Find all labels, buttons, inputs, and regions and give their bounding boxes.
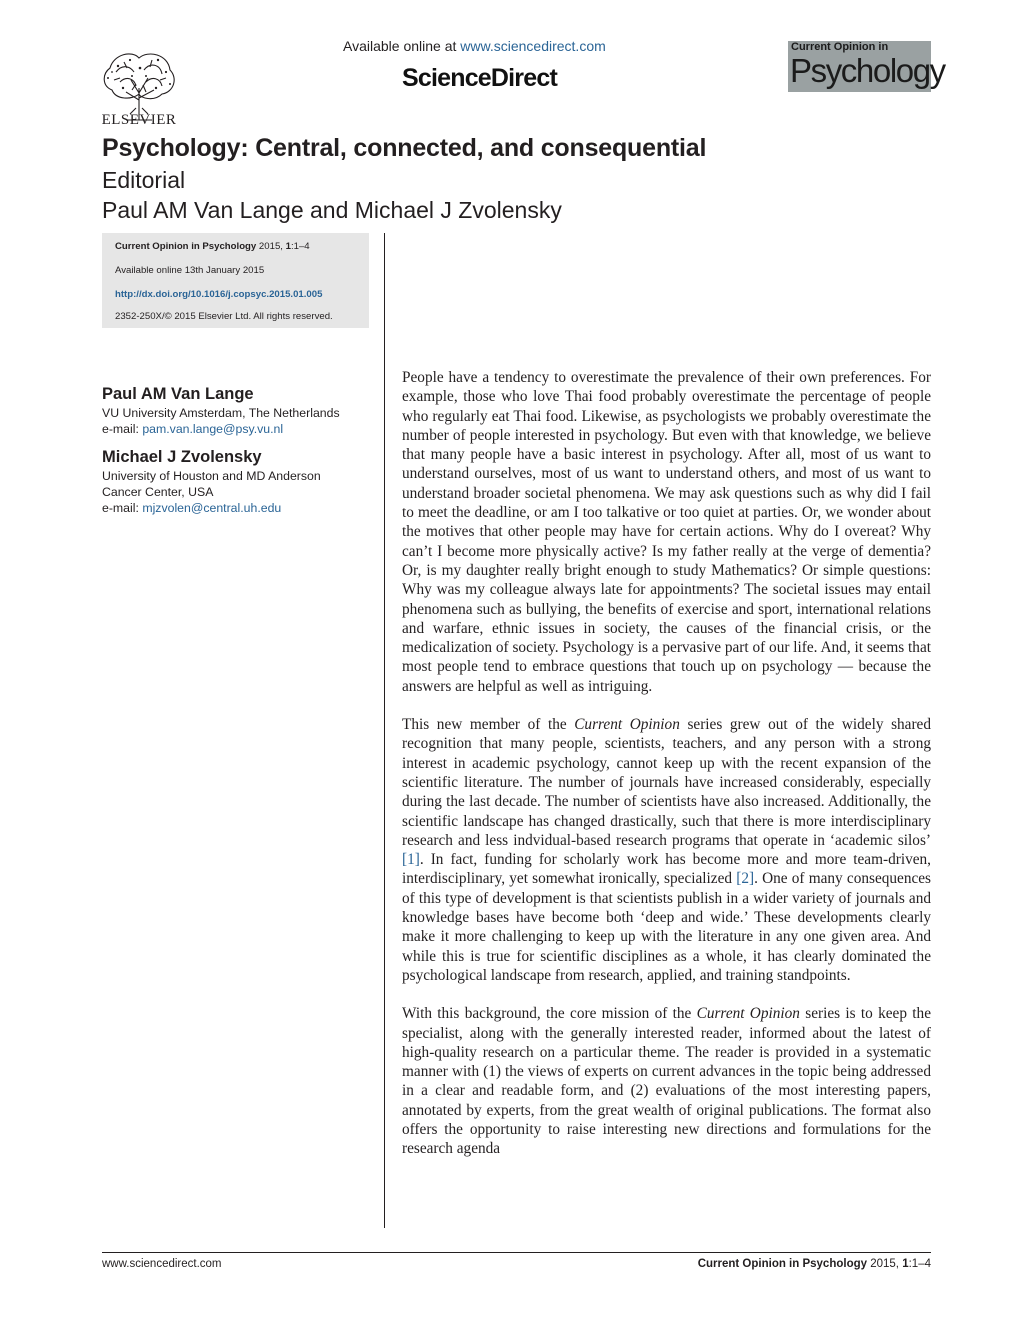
email-link[interactable]: pam.van.lange@psy.vu.nl: [142, 422, 284, 436]
column-divider: [384, 233, 385, 1228]
journal-name: Current Opinion in Psychology: [115, 241, 257, 252]
email-link[interactable]: mjzvolen@central.uh.edu: [142, 501, 282, 515]
text-run: This new member of the: [402, 716, 575, 734]
sciencedirect-link[interactable]: www.sciencedirect.com: [460, 38, 606, 54]
footer-citation: [698, 1258, 931, 1270]
reference-link[interactable]: [2]: [736, 870, 755, 888]
reference-link[interactable]: [1]: [402, 851, 420, 869]
article-body: [402, 368, 931, 1178]
available-prefix: Available online at: [343, 38, 457, 54]
footer-site[interactable]: www.sciencedirect.com: [102, 1258, 222, 1270]
email-line: [102, 421, 372, 437]
footer-year: 2015,: [867, 1258, 903, 1270]
journal-pages: :1–4: [290, 241, 310, 252]
copyright-line: 2352-250X/© 2015 Elsevier Ltd. All rights reserved.: [115, 311, 333, 322]
journal-volume: 1: [285, 241, 291, 252]
text-run: . In fact, funding for scholarly work has become more and more team-driven, interdisciplinary, yet somewhat ironically, specialized: [402, 851, 931, 888]
author-affiliation: [102, 447, 372, 516]
footer-rule: [102, 1252, 931, 1253]
italic-run: Current Opinion: [696, 1005, 800, 1023]
journal-citation: [115, 241, 310, 252]
email-line: [102, 500, 372, 516]
article-info-box: [102, 233, 369, 328]
journal-badge-small: Current Opinion in: [791, 41, 889, 53]
email-label: e-mail:: [102, 422, 143, 436]
doi-link[interactable]: http://dx.doi.org/10.1016/j.copsyc.2015.01.005: [115, 289, 323, 300]
text-run: With this background, the core mission of the: [402, 1005, 697, 1023]
journal-year: 2015,: [256, 241, 286, 252]
body-paragraph: People have a tendency to overestimate the prevalence of their own preferences. For example, those who love Thai food probably overestimate the percentage of people who regularly eat Thai food. Likewise, as psychologists we probably overestimate the number of people interested in psychology. But even with that knowledge, we believe that many people have a basic interest in psychology. After all, most of us want to understand ourselves, most of us want to understand others, and most of us want to understand broader societal phenomena. We may ask questions such as why did I fail to meet the deadline, or am I too talkative or too quiet at parties. Or, we wonder about the motives that other people may have for certain actions. Why do I overeat? Why can’t I become more physically active? Is my father really at the verge of dementia? Or, is my daughter really bright enough to study Mathematics? Or simple questions: Why was my colleague always late for appointments? The societal issues may entail phenomena such as bullying, the benefits of exercise and sport, international relations and warfare, ethnic issues in society, the causes of the financial crisis, or the medicalization of society. Psychology is a pervasive part of our life. And, it seems that most people tend to embrace questions that touch up on psychology — because the answers are helpful as well as intriguing.: [402, 369, 931, 695]
author-affiliation: [102, 384, 372, 437]
text-run: series grew out of the widely shared recognition that many people, scientists, teachers, and any person with a strong interest in academic psychology, cannot keep up with the recent expansion of the scientific literature. The number of journals have increased considerably, especially during the last decade. The number of scientists have also increased. Additionally, the scientific landscape has changed drastically, such that there is more interdisciplinary research and less indvidual-based research programs that operate in ‘academic silos’: [402, 716, 931, 849]
affiliation-line: University of Houston and MD Anderson: [102, 469, 321, 483]
journal-badge-big: Psychology: [790, 52, 945, 89]
body-paragraph: [402, 1004, 931, 1158]
text-run: series is to keep the specialist, along with the generally interested reader, informed about the latest of high-quality research on a particular theme. The reader is provided in a systematic manner with (1) the views of experts on current advances in the topic being addressed in a clear and readable form, and (2) evaluations of the most interesting papers, annotated by experts, from the great wealth of original publications. The format also offers the opportunity to raise interesting new directions and formulations for the research agenda: [402, 1005, 931, 1158]
text-run: . One of many consequences of this type of development is that scientists publish in a wider variety of journals and knowledge bases have become both ‘deep and wide.’ These developments clearly make it more challenging to keep up with the literature in any one given area. And while this is true for scientific disciplines as a whole, it has clearly dominated the psychological landscape from research, applied, and training standpoints.: [402, 870, 932, 984]
journal-badge: [788, 41, 945, 92]
affiliation-line: Cancer Center, USA: [102, 485, 214, 499]
publisher-logo-text: ELSEVIER: [101, 112, 177, 128]
author-name: Michael J Zvolensky: [102, 448, 262, 466]
article-type: Editorial: [102, 167, 186, 193]
italic-run: Current Opinion: [574, 716, 680, 734]
footer-volume: 1: [902, 1258, 909, 1270]
available-online-date: Available online 13th January 2015: [115, 265, 265, 276]
email-label: e-mail:: [102, 501, 143, 515]
sciencedirect-brand: ScienceDirect: [402, 64, 557, 92]
body-paragraph: [402, 715, 931, 985]
affiliation-line: VU University Amsterdam, The Netherlands: [102, 406, 340, 420]
author-name: Paul AM Van Lange: [102, 385, 254, 403]
footer-pages: :1–4: [908, 1258, 931, 1270]
article-authors: Paul AM Van Lange and Michael J Zvolensky: [102, 197, 562, 223]
article-title: Psychology: Central, connected, and consequential: [102, 134, 707, 162]
footer-journal: Current Opinion in Psychology: [697, 1258, 868, 1270]
available-online-line: [343, 38, 606, 54]
